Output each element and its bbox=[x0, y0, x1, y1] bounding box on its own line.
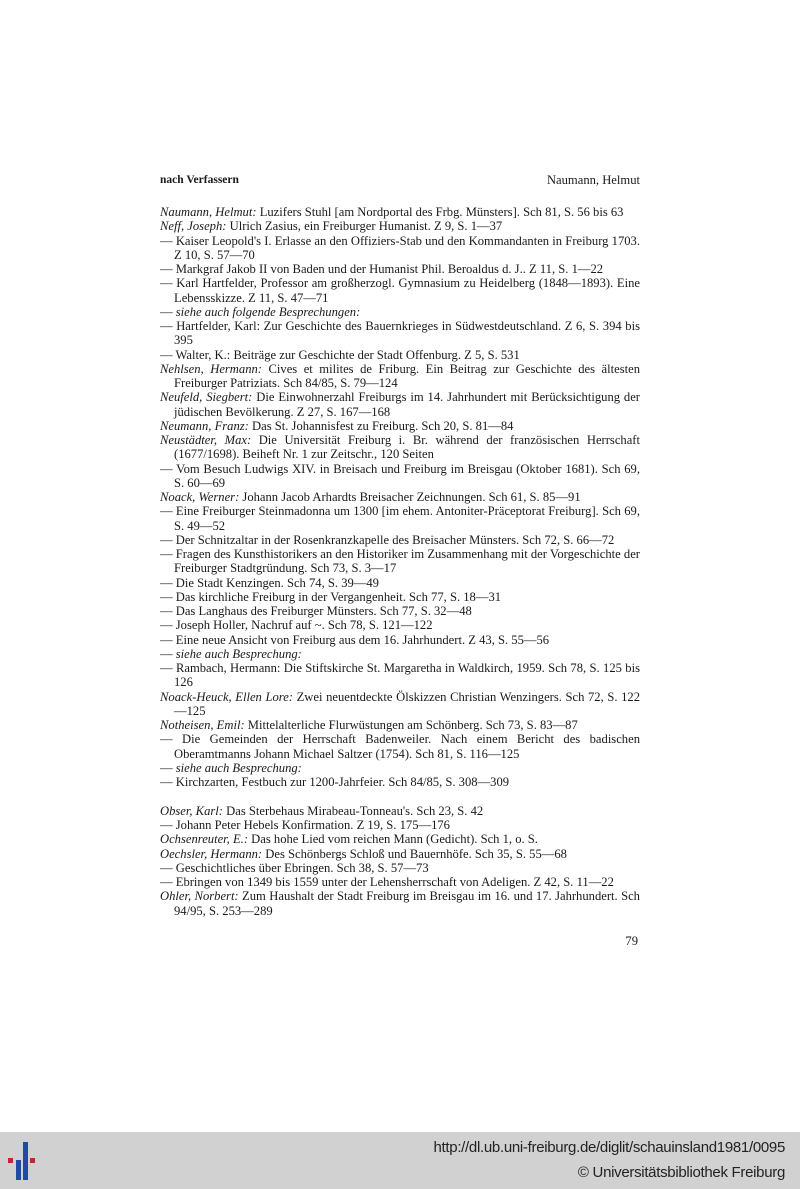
bibliography-entry bbox=[160, 761, 640, 775]
entry-dash: — bbox=[160, 461, 177, 476]
bibliography-entry bbox=[160, 205, 640, 219]
entry-text: Das St. Johannisfest zu Freiburg. Sch 20, S. 81—84 bbox=[248, 418, 514, 433]
entry-text: Joseph Holler, Nachruf auf ~. Sch 78, S. 121—122 bbox=[175, 618, 433, 633]
bibliography-entry bbox=[160, 647, 640, 661]
entry-dash: — bbox=[160, 646, 176, 661]
entry-text: Hartfelder, Karl: Zur Geschichte des Bauernkrieges in Südwestdeutschland. Z 6, S. 394 bis 395 bbox=[174, 319, 640, 348]
copyright-notice: © Universitätsbibliothek Freiburg bbox=[577, 1164, 785, 1181]
bibliography-entry bbox=[160, 818, 640, 832]
entry-text: Eine Freiburger Steinmadonna um 1300 [im ehem. Antoniter-Präceptorat Freiburg]. Sch 69, S. 49—52 bbox=[174, 504, 640, 533]
entry-text: Des Schönbergs Schloß und Bauernhöfe. Sch 35, S. 55—68 bbox=[262, 846, 567, 861]
entry-dash: — bbox=[160, 504, 176, 519]
bibliography-entry bbox=[160, 889, 640, 918]
entry-text: Rambach, Hermann: Die Stiftskirche St. Margaretha in Waldkirch, 1959. Sch 78, S. 125 bis 126 bbox=[174, 661, 641, 690]
entry-dash: — bbox=[160, 575, 176, 590]
bibliography-entry bbox=[160, 504, 640, 533]
bibliography-entry bbox=[160, 219, 640, 233]
entry-dash: — bbox=[160, 860, 176, 875]
entry-dash: — bbox=[160, 875, 176, 889]
bibliography-entry bbox=[160, 362, 640, 391]
entry-author: Oechsler, Hermann: bbox=[160, 846, 263, 861]
entry-author: Naumann, Helmut: bbox=[160, 205, 257, 219]
viewer-footer bbox=[0, 1132, 800, 1189]
entry-author: Neustädter, Max: bbox=[160, 433, 252, 447]
entry-text: Zwei neuentdeckte Ölskizzen Christian Wenzingers. Sch 72, S. 122—125 bbox=[174, 689, 640, 718]
entry-author: Noack-Heuck, Ellen Lore: bbox=[160, 689, 293, 704]
entry-text: Kirchzarten, Festbuch zur 1200-Jahrfeier. Sch 84/85, S. 308—309 bbox=[175, 775, 510, 789]
entry-text: Cives et milites de Friburg. Ein Beitrag zur Geschichte des ältesten Freiburger Patriziats. Sch 84/85, S. 79—124 bbox=[174, 361, 640, 390]
bibliography-entry bbox=[160, 775, 640, 789]
ub-freiburg-logo-icon bbox=[7, 1141, 35, 1181]
entry-dash: — bbox=[160, 319, 177, 333]
bibliography-entry bbox=[160, 262, 640, 276]
section-title: nach Verfassern bbox=[160, 174, 239, 186]
entry-text: Die Universität Freiburg i. Br. während der französischen Herrschaft (1677/1698). Beiheft Nr. 1 zur Zeitschr., 120 Seiten bbox=[174, 433, 640, 462]
entry-cross-reference: siehe auch Besprechung: bbox=[175, 760, 302, 775]
entry-text: Vom Besuch Ludwigs XIV. in Breisach und Freiburg im Breisgau (Oktober 1681). Sch 69, S. 60—69 bbox=[174, 461, 641, 490]
entry-text: Das kirchliche Freiburg in der Vergangenheit. Sch 77, S. 18—31 bbox=[175, 589, 502, 604]
entry-text: Geschichtliches über Ebringen. Sch 38, S. 57—73 bbox=[175, 860, 429, 875]
running-head-name: Naumann, Helmut bbox=[546, 173, 640, 187]
entry-text: Das Langhaus des Freiburger Münsters. Sch 77, S. 32—48 bbox=[175, 604, 472, 618]
entry-text: Johann Jacob Arhardts Breisacher Zeichnungen. Sch 61, S. 85—91 bbox=[239, 490, 581, 504]
entry-dash: — bbox=[160, 632, 176, 647]
entry-dash: — bbox=[160, 818, 176, 832]
entry-text: Ulrich Zasius, ein Freiburger Humanist. Z 9, S. 1—37 bbox=[226, 219, 503, 234]
page-number: 79 bbox=[625, 934, 638, 948]
bibliography-entry bbox=[160, 633, 640, 647]
bibliography-entry bbox=[160, 533, 640, 547]
entry-dash: — bbox=[160, 547, 176, 561]
bibliography-entry bbox=[160, 490, 640, 504]
entry-author: Ochsenreuter, E.: bbox=[160, 832, 249, 847]
entry-text: Das hohe Lied vom reichen Mann (Gedicht). Sch 1, o. S. bbox=[248, 832, 538, 847]
entry-author: Neufeld, Siegbert: bbox=[160, 390, 253, 405]
bibliography-entry bbox=[160, 861, 640, 875]
bibliography-entry bbox=[160, 590, 640, 604]
entry-dash: — bbox=[160, 604, 176, 618]
entry-dash: — bbox=[160, 589, 176, 604]
bibliography-entry bbox=[160, 276, 640, 305]
bibliography-entry bbox=[160, 847, 640, 861]
entry-dash: — bbox=[160, 661, 176, 675]
entry-dash: — bbox=[160, 775, 176, 789]
entry-text: Luzifers Stuhl [am Nordportal des Frbg. Münsters]. Sch 81, S. 56 bis 63 bbox=[256, 205, 624, 219]
entry-dash: — bbox=[160, 760, 176, 775]
bibliography-entry bbox=[160, 576, 640, 590]
entry-cross-reference: siehe auch folgende Besprechungen: bbox=[175, 304, 361, 319]
entry-dash: — bbox=[160, 347, 176, 362]
bibliography-entry bbox=[160, 661, 640, 690]
entry-author: Notheisen, Emil: bbox=[160, 718, 245, 732]
entry-cross-reference: siehe auch Besprechung: bbox=[175, 646, 302, 661]
entry-dash: — bbox=[160, 532, 176, 547]
bibliography-entry bbox=[160, 832, 640, 846]
entry-text: Markgraf Jakob II von Baden und der Humanist Phil. Beroaldus d. J.. Z 11, S. 1—22 bbox=[175, 262, 604, 276]
entry-text: Johann Peter Hebels Konfirmation. Z 19, S. 175—176 bbox=[175, 818, 450, 832]
entry-text: Zum Haushalt der Stadt Freiburg im Breisgau im 16. und 17. Jahrhundert. Sch 94/95, S. 253—289 bbox=[174, 889, 640, 918]
bibliography-entry bbox=[160, 732, 640, 761]
entry-dash: — bbox=[160, 233, 176, 248]
bibliography-entry bbox=[160, 319, 640, 348]
bibliography-entry bbox=[160, 618, 640, 632]
bibliography-entry bbox=[160, 718, 640, 732]
entry-dash: — bbox=[160, 732, 183, 747]
entry-text: Der Schnitzaltar in der Rosenkranzkapelle des Breisacher Münsters. Sch 72, S. 66—72 bbox=[175, 532, 615, 547]
entry-text: Die Stadt Kenzingen. Sch 74, S. 39—49 bbox=[175, 575, 379, 590]
bibliography-entry bbox=[160, 234, 640, 263]
bibliography-entry bbox=[160, 433, 640, 462]
letter-group-spacer bbox=[160, 789, 640, 804]
entry-dash: — bbox=[160, 262, 176, 276]
entry-text: Das Sterbehaus Mirabeau-Tonneau's. Sch 23, S. 42 bbox=[222, 803, 484, 818]
bibliography-list bbox=[160, 205, 640, 918]
entry-author: Ohler, Norbert: bbox=[160, 889, 239, 904]
bibliography-entry bbox=[160, 547, 640, 576]
bibliography-entry bbox=[160, 419, 640, 433]
entry-text: Karl Hartfelder, Professor am großherzogl. Gymnasium zu Heidelberg (1848—1893). Eine Lebensskizze. Z 11, S. 47—71 bbox=[174, 276, 640, 305]
bibliography-entry bbox=[160, 690, 640, 719]
entry-text: Eine neue Ansicht von Freiburg aus dem 16. Jahrhundert. Z 43, S. 55—56 bbox=[175, 632, 550, 647]
entry-author: Nehlsen, Hermann: bbox=[160, 361, 262, 376]
bibliography-entry bbox=[160, 804, 640, 818]
bibliography-entry bbox=[160, 390, 640, 419]
entry-text: Ebringen von 1349 bis 1559 unter der Lehensherrschaft von Adeligen. Z 42, S. 11—22 bbox=[175, 875, 614, 889]
bibliography-entry bbox=[160, 348, 640, 362]
bibliography-entry bbox=[160, 875, 640, 889]
entry-text: Walter, K.: Beiträge zur Geschichte der Stadt Offenburg. Z 5, S. 531 bbox=[175, 347, 520, 362]
entry-dash: — bbox=[160, 276, 177, 291]
bibliography-entry bbox=[160, 305, 640, 319]
bibliography-entry bbox=[160, 604, 640, 618]
source-url-link[interactable]: http://dl.ub.uni-freiburg.de/diglit/schauinsland1981/0095 bbox=[433, 1139, 785, 1156]
entry-text: Die Gemeinden der Herrschaft Badenweiler. Nach einem Bericht des badischen Oberamtmanns Johann Michael Saltzer (1754). Sch 81, S. 116—125 bbox=[174, 732, 640, 761]
entry-text: Mittelalterliche Flurwüstungen am Schönberg. Sch 73, S. 83—87 bbox=[244, 718, 578, 732]
entry-dash: — bbox=[160, 304, 176, 319]
entry-text: Die Einwohnerzahl Freiburgs im 14. Jahrhundert mit Berücksichtigung der jüdischen Bevölkerung. Z 27, S. 167—168 bbox=[174, 390, 640, 419]
bibliography-entry bbox=[160, 462, 640, 491]
entry-dash: — bbox=[160, 618, 176, 633]
entry-author: Noack, Werner: bbox=[160, 490, 240, 504]
entry-text: Fragen des Kunsthistorikers an den Historiker im Zusammenhang mit der Vorgeschichte der Freiburger Stadtgründung. Sch 73, S. 3—17 bbox=[174, 547, 641, 576]
entry-author: Neff, Joseph: bbox=[160, 219, 227, 234]
entry-author: Neumann, Franz: bbox=[160, 418, 249, 433]
entry-text: Kaiser Leopold's I. Erlasse an den Offiziers-Stab und den Kommandanten in Freiburg 1703. Z 10, S. 57—70 bbox=[174, 233, 640, 262]
entry-author: Obser, Karl: bbox=[160, 803, 223, 818]
